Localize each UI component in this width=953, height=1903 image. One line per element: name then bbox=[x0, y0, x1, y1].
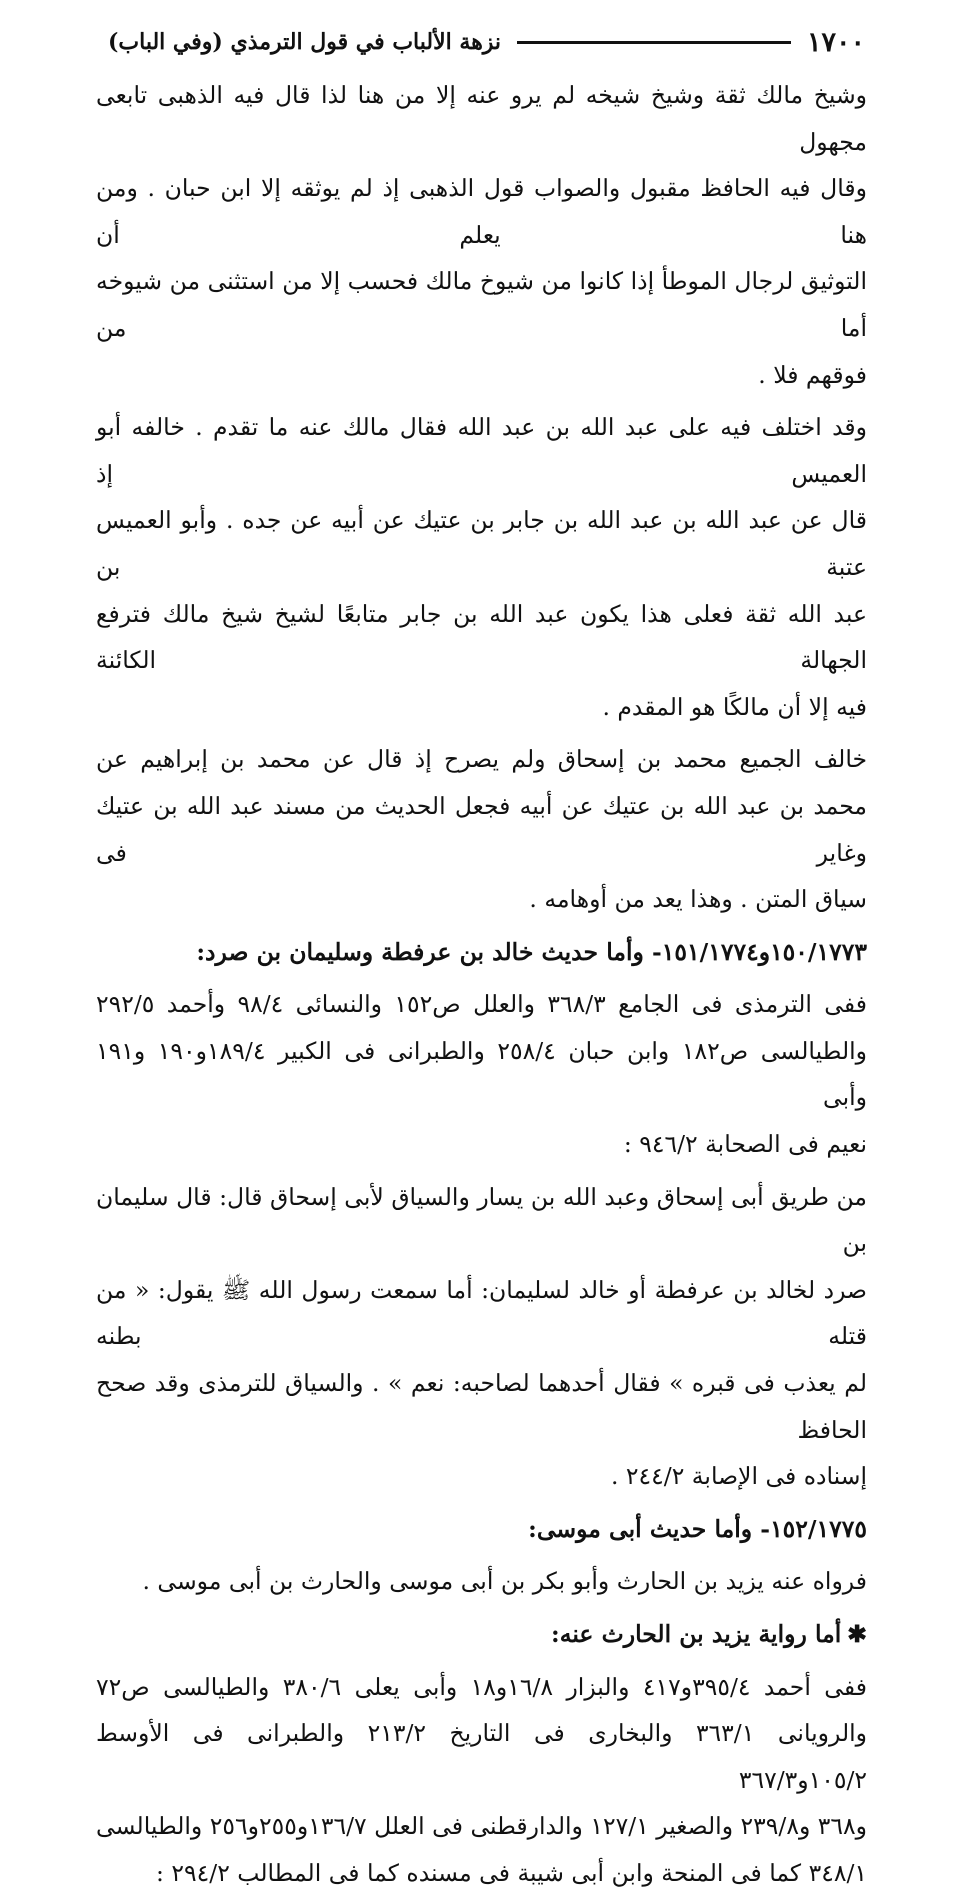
section-1-paragraph-2 bbox=[96, 1174, 867, 1500]
text-line: ٣٤٨/١ كما فى المنحة وابن أبى شيبة فى مسنده كما فى المطالب ٢٩٤/٢ : bbox=[156, 1858, 867, 1887]
text-line: وشيخ مالك ثقة وشيخ شيخه لم يرو عنه إلا من هنا لذا قال فيه الذهبى تابعى مجهول bbox=[96, 81, 867, 156]
text-line: محمد بن عبد الله بن عتيك عن أبيه فجعل الحديث من مسند عبد الله بن عتيك وغاير فى bbox=[96, 791, 867, 867]
text-line: التوثيق لرجال الموطأ إذا كانوا من شيوخ مالك فحسب إلا من استثنى من شيوخه أما من bbox=[96, 267, 867, 342]
text-line: نعيم فى الصحابة ٩٤٦/٢ : bbox=[623, 1130, 867, 1159]
text-line: قال عن عبد الله بن عبد الله بن جابر بن عتيك عن أبيه عن جده . وأبو العميس عتبة بن bbox=[96, 506, 867, 581]
text-line: والطيالسى ص١٨٢ وابن حبان ٢٥٨/٤ والطبرانى فى الكبير ١٨٩/٤و١٩٠ و١٩١ وأبى bbox=[96, 1036, 867, 1112]
section-2-subheading bbox=[96, 1611, 867, 1658]
heading-text: ١٥٢/١٧٧٥- وأما حديث أبى موسى: bbox=[528, 1514, 867, 1543]
text-line: فرواه عنه يزيد بن الحارث وأبو بكر بن أبى موسى والحارث بن أبى موسى . bbox=[142, 1567, 867, 1596]
paragraph-2 bbox=[96, 404, 867, 730]
text-line: صرد لخالد بن عرفطة أو خالد لسليمان: أما سمعت رسول الله ﷺ يقول: « من قتله بطنه bbox=[96, 1275, 867, 1351]
text-line: سياق المتن . وهذا يعد من أوهامه . bbox=[529, 885, 867, 914]
running-title: نزهة الألباب في قول الترمذي (وفي الباب) bbox=[108, 29, 502, 55]
text-line: عبد الله ثقة فعلى هذا يكون عبد الله بن جابر متابعًا لشيخ شيخ مالك فترفع الجهالة الكائنة bbox=[96, 599, 867, 675]
text-line: إسناده فى الإصابة ٢٤٤/٢ . bbox=[610, 1462, 867, 1491]
text-line: وقال فيه الحافظ مقبول والصواب قول الذهبى إذ لم يوثقه إلا ابن حبان . ومن هنا يعلم أن bbox=[96, 174, 867, 249]
text-line: ففى أحمد ٣٩٥/٤و٤١٧ والبزار ١٦/٨و١٨ وأبى يعلى ٣٨٠/٦ والطيالسى ص٧٢ bbox=[96, 1672, 867, 1701]
star-marker-icon: ✱ bbox=[847, 1620, 867, 1648]
text-line: من طريق أبى إسحاق وعبد الله بن يسار والسياق لأبى إسحاق قال: قال سليمان بن bbox=[96, 1182, 867, 1258]
heading-text: ١٥٠/١٧٧٣و١٥١/١٧٧٤- وأما حديث خالد بن عرفطة وسليمان بن صرد: bbox=[196, 937, 867, 966]
subheading-text: أما رواية يزيد بن الحارث عنه: bbox=[551, 1620, 842, 1648]
page-body bbox=[96, 72, 867, 1903]
text-line: ففى الترمذى فى الجامع ٣٦٨/٣ والعلل ص١٥٢ والنسائى ٩٨/٤ وأحمد ٢٩٢/٥ bbox=[96, 990, 867, 1019]
text-line: فوقهم فلا . bbox=[758, 360, 867, 389]
text-line: لم يعذب فى قبره » فقال أحدهما لصاحبه: نعم » . والسياق للترمذى وقد صحح الحافظ bbox=[96, 1369, 867, 1444]
section-heading-1 bbox=[96, 929, 867, 976]
text-line: خالف الجميع محمد بن إسحاق ولم يصرح إذ قال عن محمد بن إبراهيم عن bbox=[96, 745, 867, 774]
section-2-paragraph bbox=[96, 1558, 867, 1605]
section-heading-2 bbox=[96, 1506, 867, 1553]
text-line: وقد اختلف فيه على عبد الله بن عبد الله فقال مالك عنه ما تقدم . خالفه أبو العميس إذ bbox=[96, 413, 867, 488]
section-2-references bbox=[96, 1664, 867, 1897]
paragraph-1 bbox=[96, 72, 867, 398]
page-header bbox=[108, 24, 865, 60]
text-line: فيه إلا أن مالكًا هو المقدم . bbox=[602, 692, 867, 721]
paragraph-3 bbox=[96, 736, 867, 922]
text-line: والرويانى ٣٦٣/١ والبخارى فى التاريخ ٢١٣/٢ والطبرانى فى الأوسط ١٠٥/٢و٣٦٧/٣ bbox=[96, 1719, 868, 1794]
section-1-paragraph-1 bbox=[96, 981, 867, 1167]
subheading-line bbox=[96, 1611, 867, 1658]
page-number: ١٧٠٠ bbox=[806, 26, 865, 58]
header-rule bbox=[517, 41, 791, 44]
text-line: و٣٦٨ و٢٣٩/٨ والصغير ١٢٧/١ والدارقطنى فى العلل ١٣٦/٧و٢٥٥و٢٥٦ والطيالسى bbox=[95, 1812, 867, 1841]
